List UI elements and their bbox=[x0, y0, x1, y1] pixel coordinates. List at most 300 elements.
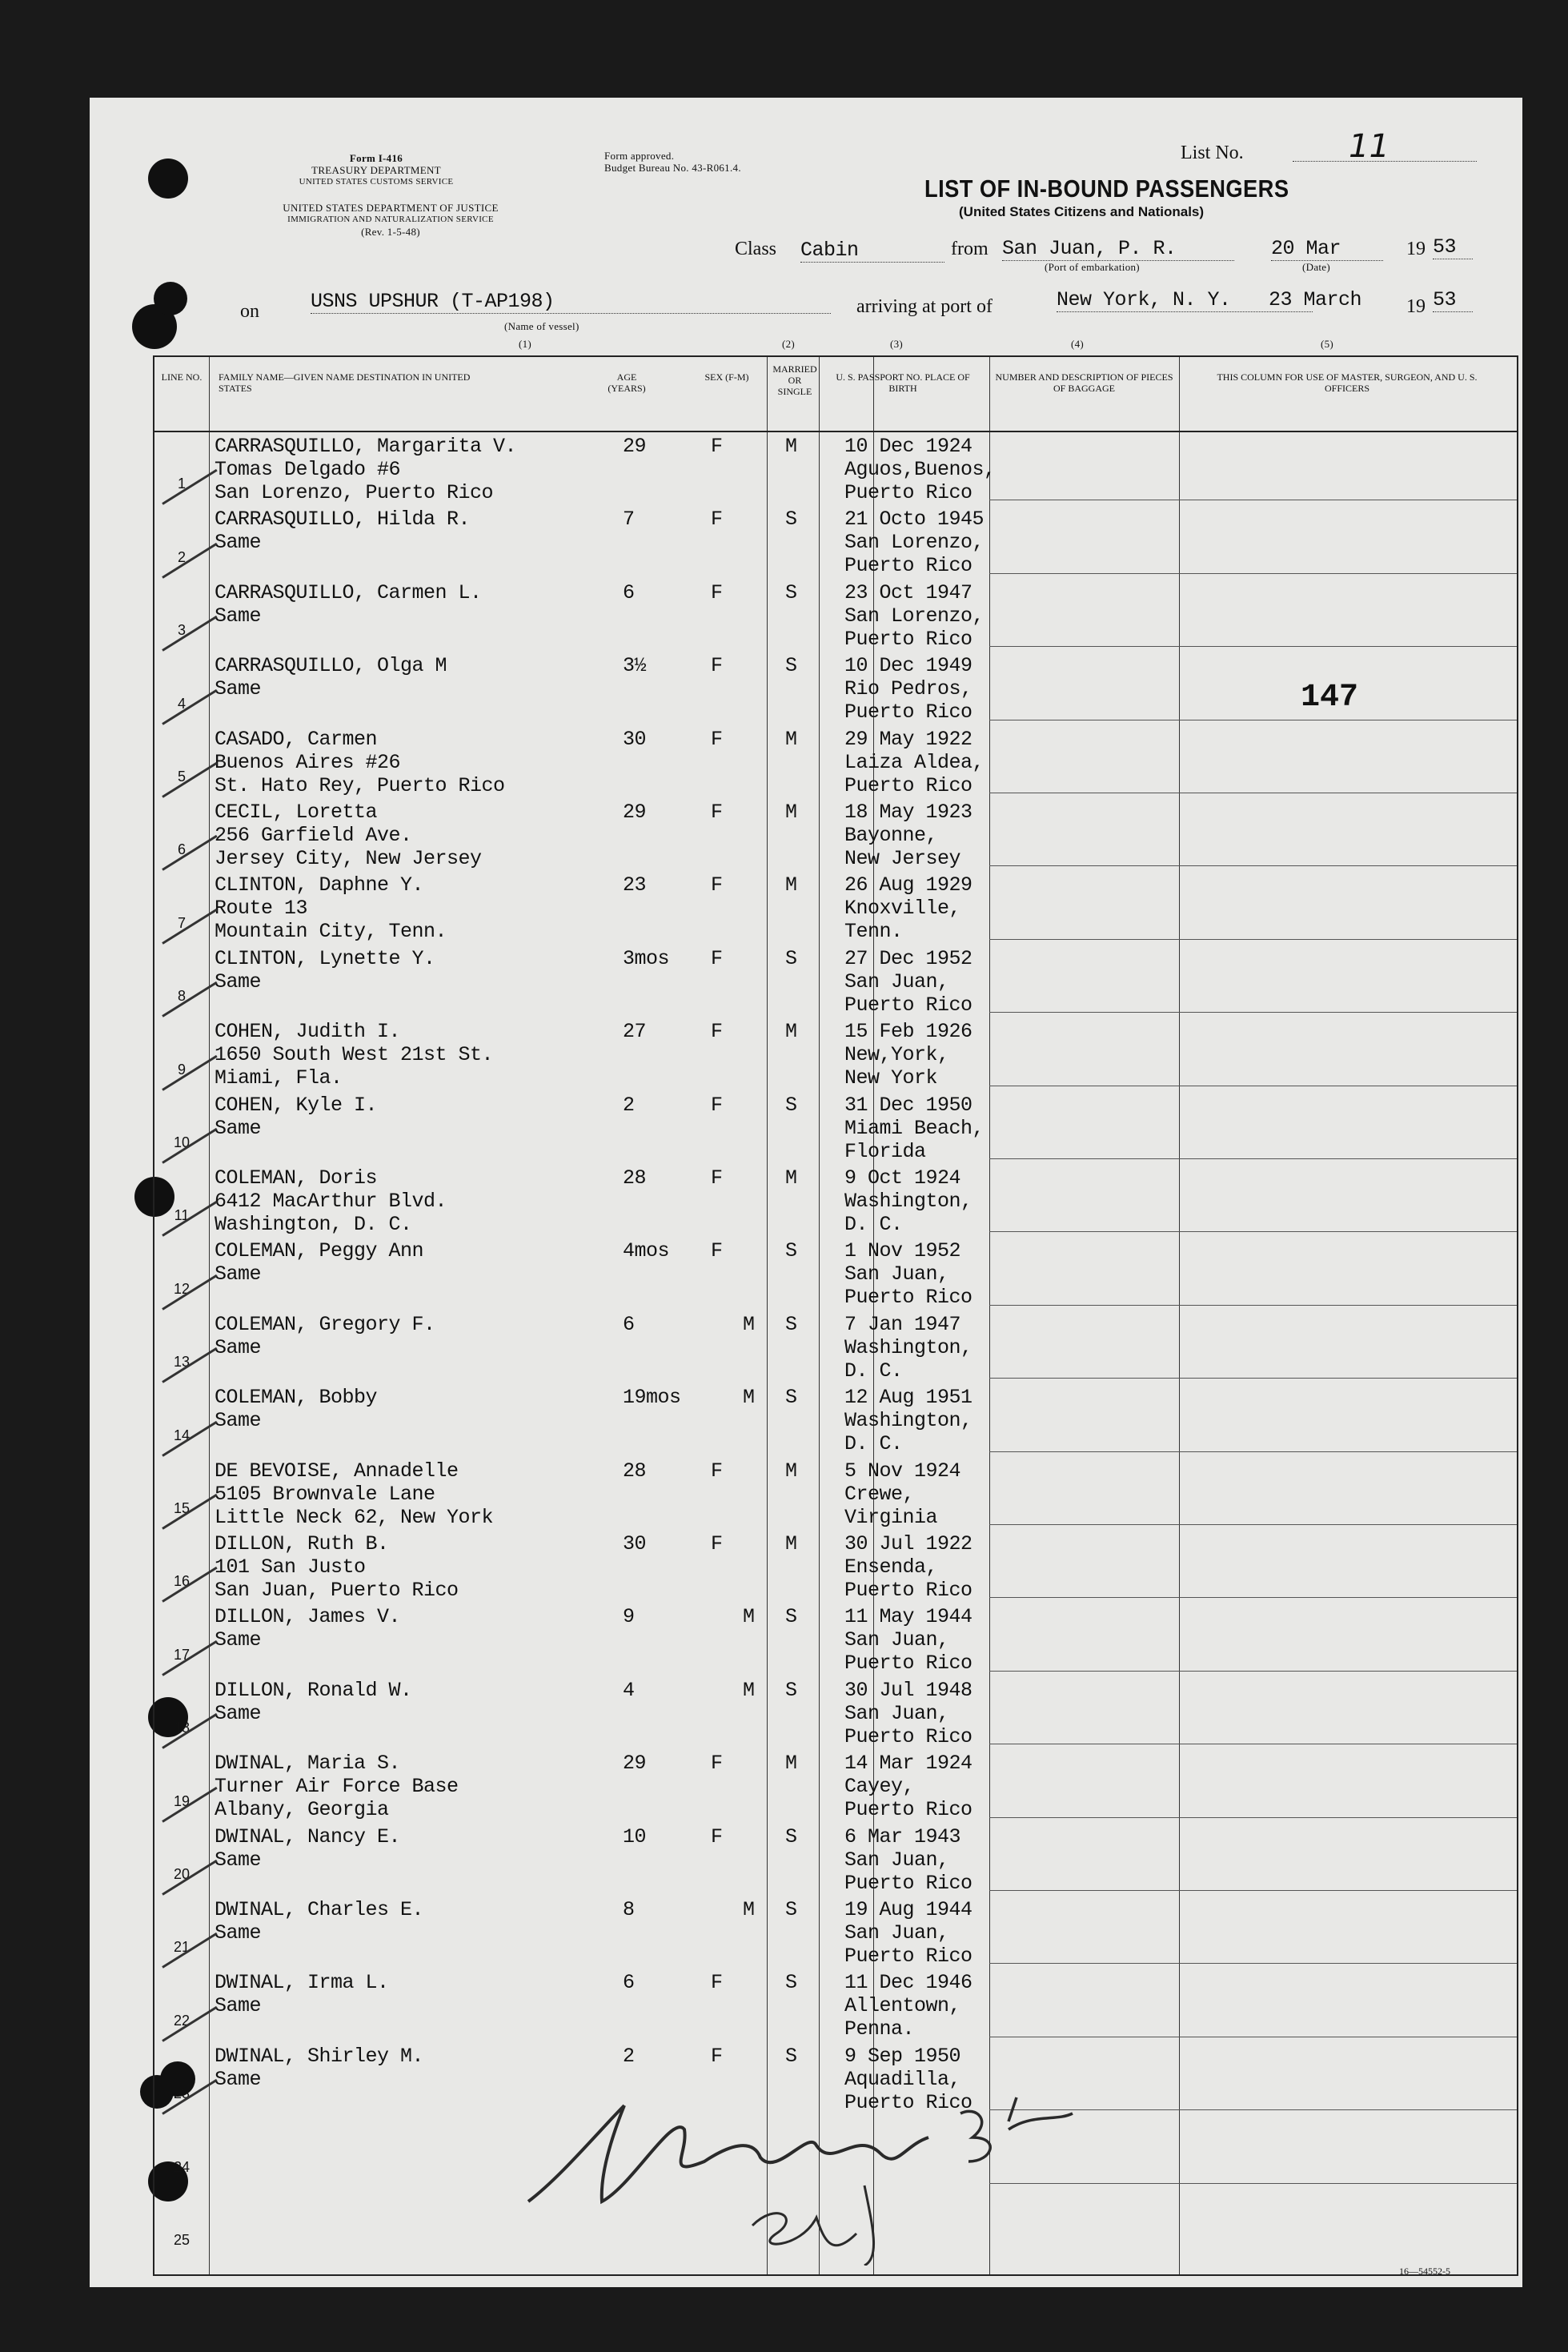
destination-line: Buenos Aires #26 bbox=[215, 750, 401, 774]
passenger-name: CARRASQUILLO, Margarita V. bbox=[215, 435, 517, 458]
birth-place-line: San Juan, bbox=[844, 1701, 949, 1725]
birth-place-line: Puerto Rico bbox=[844, 1798, 972, 1822]
table-row bbox=[154, 1311, 1517, 1384]
birth-date-place bbox=[844, 581, 984, 651]
treasury-dept: TREASURY DEPARTMENT bbox=[311, 164, 441, 176]
birth-date-place bbox=[844, 1971, 972, 2041]
birth-place-line: Puerto Rico bbox=[844, 993, 972, 1017]
destination-line: Little Neck 62, New York bbox=[215, 1505, 494, 1529]
year-from-prefix: 19 bbox=[1406, 239, 1426, 259]
form-agency-block bbox=[240, 152, 512, 188]
passenger-name-destination bbox=[215, 1386, 377, 1432]
destination-line: Same bbox=[215, 1848, 262, 1872]
line-number: 19 bbox=[173, 1792, 190, 1809]
table-row bbox=[154, 1603, 1517, 1676]
sex: M bbox=[743, 1898, 755, 1921]
birth-place-line: Crewe, bbox=[844, 1482, 915, 1506]
destination-line: Route 13 bbox=[215, 897, 308, 921]
destination-line: 6412 MacArthur Blvd. bbox=[215, 1190, 447, 1213]
birth-place-line: Bayonne, bbox=[844, 824, 938, 847]
marital-status: M bbox=[785, 1166, 797, 1190]
passenger-name: DWINAL, Maria S. bbox=[215, 1752, 401, 1776]
birth-date-place bbox=[844, 873, 972, 943]
birth-place-line: Rio Pedros, bbox=[844, 677, 972, 701]
line-number: 17 bbox=[173, 1646, 190, 1663]
line-number: 10 bbox=[173, 1134, 190, 1150]
birth-date: 7 Jan 1947 bbox=[844, 1312, 961, 1336]
birth-place-line: San Lorenzo, bbox=[844, 531, 985, 555]
sex: F bbox=[711, 1093, 723, 1117]
list-no-label: List No. bbox=[1181, 142, 1244, 163]
destination-line: Same bbox=[215, 1994, 262, 2018]
line-number: 18 bbox=[173, 1720, 190, 1736]
age: 4mos bbox=[623, 1239, 670, 1263]
line-number: 4 bbox=[177, 695, 186, 712]
marital-status: S bbox=[785, 654, 797, 678]
sex: F bbox=[711, 801, 723, 824]
birth-place-line: Puerto Rico bbox=[844, 773, 972, 797]
birth-place-line: Puerto Rico bbox=[844, 700, 972, 724]
passenger-name: DWINAL, Charles E. bbox=[215, 1898, 424, 1921]
row-divider bbox=[989, 1890, 1517, 1891]
marital-status: S bbox=[785, 1898, 797, 1921]
destination-line: Same bbox=[215, 1628, 262, 1652]
birth-date-place bbox=[844, 1532, 972, 1602]
line-number: 15 bbox=[173, 1499, 190, 1516]
line-number: 7 bbox=[177, 914, 186, 931]
marital-status: S bbox=[785, 508, 797, 532]
age: 6 bbox=[623, 1971, 635, 1995]
passenger-name-destination bbox=[215, 1313, 435, 1359]
arrival-date: 23 March bbox=[1269, 288, 1362, 311]
passenger-name-destination bbox=[215, 581, 482, 628]
marital-status: S bbox=[785, 1605, 797, 1629]
passenger-name: DILLON, Ronald W. bbox=[215, 1678, 412, 1702]
birth-date-place bbox=[844, 1386, 972, 1455]
line-number: 14 bbox=[173, 1427, 190, 1443]
birth-date: 5 Nov 1924 bbox=[844, 1459, 961, 1483]
sex: F bbox=[711, 873, 723, 897]
birth-date: 9 Oct 1924 bbox=[844, 1166, 961, 1190]
row-divider bbox=[989, 1378, 1517, 1379]
marital-status: M bbox=[785, 1752, 797, 1776]
table-row bbox=[154, 1384, 1517, 1457]
table-row bbox=[154, 433, 1517, 506]
marital-status: S bbox=[785, 1386, 797, 1410]
passenger-name-destination bbox=[215, 801, 482, 870]
row-divider bbox=[989, 1158, 1517, 1159]
passenger-name: CLINTON, Lynette Y. bbox=[215, 946, 435, 970]
vessel-name: USNS UPSHUR (T-AP198) bbox=[311, 290, 831, 314]
birth-date-place bbox=[844, 1898, 972, 1968]
line-number: 13 bbox=[173, 1354, 190, 1371]
birth-place-line: New Jersey bbox=[844, 847, 961, 870]
marital-status: S bbox=[785, 1093, 797, 1117]
row-divider bbox=[989, 865, 1517, 866]
destination-line: 256 Garfield Ave. bbox=[215, 824, 412, 847]
table-row bbox=[154, 506, 1517, 579]
destination-line: St. Hato Rey, Puerto Rico bbox=[215, 773, 505, 797]
head-baggage: NUMBER AND DESCRIPTION OF PIECES OF BAGGAGE bbox=[995, 371, 1173, 394]
birth-date-place bbox=[844, 1166, 972, 1236]
passenger-name-destination bbox=[215, 1020, 493, 1090]
birth-date-place bbox=[844, 1752, 972, 1821]
marital-status: S bbox=[785, 1678, 797, 1702]
marital-status: M bbox=[785, 435, 797, 458]
list-no-value: 11 bbox=[1293, 128, 1477, 162]
destination-line: Same bbox=[215, 1116, 262, 1140]
from-label: from bbox=[951, 239, 989, 259]
birth-place-line: San Juan, bbox=[844, 969, 949, 993]
birth-date-place bbox=[844, 1313, 972, 1383]
destination-line: San Lorenzo, Puerto Rico bbox=[215, 481, 494, 504]
age: 29 bbox=[623, 1752, 647, 1776]
passenger-name-destination bbox=[215, 947, 435, 993]
marital-status: M bbox=[785, 1532, 797, 1555]
birth-place-line: Puerto Rico bbox=[844, 1652, 972, 1676]
table-row bbox=[154, 1824, 1517, 1896]
birth-date: 23 Oct 1947 bbox=[844, 580, 972, 604]
row-divider bbox=[989, 1671, 1517, 1672]
passenger-name-destination bbox=[215, 1094, 377, 1140]
table-row bbox=[154, 1969, 1517, 2042]
sex: F bbox=[711, 1166, 723, 1190]
birth-place-line: Virginia bbox=[844, 1505, 938, 1529]
table-row bbox=[154, 945, 1517, 1018]
table-row bbox=[154, 726, 1517, 799]
col-num-3: (3) bbox=[890, 338, 904, 350]
birth-date: 11 May 1944 bbox=[844, 1605, 972, 1629]
line-number: 5 bbox=[177, 768, 186, 785]
marital-status: S bbox=[785, 1312, 797, 1336]
sex: M bbox=[743, 1386, 755, 1410]
page-subtitle: (United States Citizens and Nationals) bbox=[959, 204, 1205, 219]
passenger-name: COLEMAN, Doris bbox=[215, 1166, 378, 1190]
line-number: 12 bbox=[173, 1280, 190, 1297]
birth-place-line: Laiza Aldea, bbox=[844, 750, 985, 774]
destination-line: Same bbox=[215, 677, 262, 701]
destination-line: 101 San Justo bbox=[215, 1555, 366, 1579]
row-divider bbox=[989, 646, 1517, 647]
birth-place-line: Puerto Rico bbox=[844, 1724, 972, 1748]
row-divider bbox=[989, 1451, 1517, 1452]
passenger-name-destination bbox=[215, 1605, 400, 1652]
table-row bbox=[154, 1092, 1517, 1165]
birth-place-line: D. C. bbox=[844, 1432, 903, 1456]
birth-place-line: Knoxville, bbox=[844, 897, 961, 921]
form-number: Form I-416 bbox=[349, 152, 403, 164]
table-row bbox=[154, 1238, 1517, 1310]
birth-place-line: Miami Beach, bbox=[844, 1116, 985, 1140]
table-row bbox=[154, 1750, 1517, 1823]
age: 2 bbox=[623, 1093, 635, 1117]
marital-status: S bbox=[785, 580, 797, 604]
head-sex: SEX (F-M) bbox=[704, 371, 749, 383]
sex: F bbox=[711, 1752, 723, 1776]
birth-date: 14 Mar 1924 bbox=[844, 1752, 972, 1776]
binder-hole bbox=[154, 282, 187, 315]
passenger-name-destination bbox=[215, 728, 505, 797]
age: 3mos bbox=[623, 946, 670, 970]
approval-block bbox=[604, 150, 741, 174]
birth-place-line: New,York, bbox=[844, 1043, 949, 1067]
destination-line: Turner Air Force Base bbox=[215, 1775, 459, 1799]
birth-place-line: Puerto Rico bbox=[844, 1286, 972, 1310]
age: 19mos bbox=[623, 1386, 681, 1410]
officer-count: 147 bbox=[1301, 680, 1359, 716]
col-num-2: (2) bbox=[782, 338, 796, 350]
sex: F bbox=[711, 435, 723, 458]
birth-place-line: New York bbox=[844, 1066, 938, 1090]
marital-status: M bbox=[785, 801, 797, 824]
birth-date-place bbox=[844, 1239, 972, 1309]
date-caption: (Date) bbox=[1302, 261, 1330, 273]
line-number: 24 bbox=[173, 2158, 190, 2175]
birth-date: 18 May 1923 bbox=[844, 801, 972, 824]
destination-line: Same bbox=[215, 1701, 262, 1725]
table-row bbox=[154, 1458, 1517, 1531]
age: 29 bbox=[623, 801, 647, 824]
table-row bbox=[154, 580, 1517, 652]
row-divider bbox=[989, 1012, 1517, 1013]
col-num-4: (4) bbox=[1071, 338, 1085, 350]
row-divider bbox=[989, 1305, 1517, 1306]
birth-place-line: D. C. bbox=[844, 1213, 903, 1236]
birth-place-line: Penna. bbox=[844, 2017, 915, 2041]
destination-line: Same bbox=[215, 604, 262, 628]
passenger-name: COLEMAN, Peggy Ann bbox=[215, 1239, 424, 1263]
line-number: 3 bbox=[177, 622, 186, 639]
line-number: 8 bbox=[177, 988, 186, 1005]
table-row bbox=[154, 1018, 1517, 1091]
sex: F bbox=[711, 1971, 723, 1995]
birth-date-place bbox=[844, 1094, 984, 1163]
line-number: 11 bbox=[174, 1207, 190, 1224]
head-name: FAMILY NAME—GIVEN NAME DESTINATION IN UNITED STATES bbox=[219, 371, 471, 394]
line-number: 25 bbox=[173, 2231, 190, 2248]
ins-service: IMMIGRATION AND NATURALIZATION SERVICE bbox=[287, 215, 494, 224]
birth-date: 31 Dec 1950 bbox=[844, 1093, 972, 1117]
justice-block bbox=[239, 202, 543, 238]
birth-date-place bbox=[844, 1459, 960, 1529]
birth-place-line: San Lorenzo, bbox=[844, 604, 985, 628]
birth-date: 11 Dec 1946 bbox=[844, 1971, 972, 1995]
birth-date: 19 Aug 1944 bbox=[844, 1898, 972, 1921]
birth-date: 12 Aug 1951 bbox=[844, 1386, 972, 1410]
destination-line: Tomas Delgado #6 bbox=[215, 458, 401, 481]
sex: F bbox=[711, 580, 723, 604]
on-label: on bbox=[240, 301, 259, 322]
col-num-1: (1) bbox=[519, 338, 532, 350]
table-row bbox=[154, 1677, 1517, 1750]
birth-date-place bbox=[844, 508, 984, 577]
row-divider bbox=[989, 573, 1517, 574]
age: 6 bbox=[623, 1312, 635, 1336]
birth-date-place bbox=[844, 435, 996, 504]
line-number: 6 bbox=[177, 841, 186, 858]
passenger-name-destination bbox=[215, 1166, 447, 1236]
form-approved: Form approved. bbox=[604, 150, 675, 162]
age: 30 bbox=[623, 1532, 647, 1555]
justice-dept: UNITED STATES DEPARTMENT OF JUSTICE bbox=[283, 202, 499, 214]
marital-status: M bbox=[785, 1020, 797, 1044]
birth-date: 30 Jul 1922 bbox=[844, 1532, 972, 1555]
birth-date: 10 Dec 1924 bbox=[844, 435, 972, 458]
passenger-name: DWINAL, Nancy E. bbox=[215, 1824, 401, 1848]
birth-date: 15 Feb 1926 bbox=[844, 1020, 972, 1044]
line-number: 20 bbox=[173, 1865, 190, 1882]
destination-line: Same bbox=[215, 531, 262, 555]
passenger-name: DE BEVOISE, Annadelle bbox=[215, 1459, 459, 1483]
binder-hole bbox=[148, 159, 188, 199]
birth-place-line: Puerto Rico bbox=[844, 2090, 972, 2114]
age: 8 bbox=[623, 1898, 635, 1921]
birth-place-line: Cayey, bbox=[844, 1775, 915, 1799]
age: 27 bbox=[623, 1020, 647, 1044]
sex: F bbox=[711, 508, 723, 532]
sex: F bbox=[711, 1532, 723, 1555]
birth-place-line: Puerto Rico bbox=[844, 1871, 972, 1895]
destination-line: Same bbox=[215, 969, 262, 993]
port-embark-caption: (Port of embarkation) bbox=[1045, 261, 1140, 273]
birth-place-line: Washington, bbox=[844, 1190, 972, 1213]
birth-place-line: Washington, bbox=[844, 1335, 972, 1359]
passenger-name-destination bbox=[215, 1898, 423, 1945]
birth-place-line: Florida bbox=[844, 1139, 926, 1163]
line-number: 9 bbox=[177, 1061, 186, 1078]
page-title: LIST OF IN-BOUND PASSENGERS bbox=[924, 175, 1289, 203]
table-row bbox=[154, 1531, 1517, 1603]
row-divider bbox=[989, 1963, 1517, 1964]
birth-date: 10 Dec 1949 bbox=[844, 654, 972, 678]
birth-date: 27 Dec 1952 bbox=[844, 946, 972, 970]
passenger-name: DWINAL, Irma L. bbox=[215, 1971, 389, 1995]
passenger-name-destination bbox=[215, 1532, 459, 1602]
passenger-name: COHEN, Kyle I. bbox=[215, 1093, 378, 1117]
sex: F bbox=[711, 2044, 723, 2068]
table-row bbox=[154, 799, 1517, 872]
sex: F bbox=[711, 1020, 723, 1044]
arrival-port: New York, N. Y. bbox=[1057, 288, 1313, 312]
vessel-caption: (Name of vessel) bbox=[504, 320, 579, 332]
passenger-name: COLEMAN, Bobby bbox=[215, 1386, 378, 1410]
sex: M bbox=[743, 1678, 755, 1702]
passenger-name: CARRASQUILLO, Carmen L. bbox=[215, 580, 482, 604]
birth-date: 9 Sep 1950 bbox=[844, 2044, 961, 2068]
marital-status: S bbox=[785, 2044, 797, 2068]
passenger-name: COLEMAN, Gregory F. bbox=[215, 1312, 435, 1336]
destination-line: Same bbox=[215, 1262, 262, 1286]
passenger-name: COHEN, Judith I. bbox=[215, 1020, 401, 1044]
customs-service: UNITED STATES CUSTOMS SERVICE bbox=[299, 177, 454, 187]
age: 2 bbox=[623, 2044, 635, 2068]
destination-line: 5105 Brownvale Lane bbox=[215, 1482, 435, 1506]
class-label: Class bbox=[735, 239, 777, 259]
destination-line: Same bbox=[215, 2067, 262, 2091]
birth-place-line: Puerto Rico bbox=[844, 1579, 972, 1602]
col-num-5: (5) bbox=[1321, 338, 1334, 350]
marital-status: S bbox=[785, 946, 797, 970]
destination-line: Albany, Georgia bbox=[215, 1798, 389, 1822]
table-row bbox=[154, 872, 1517, 945]
passenger-name: CASADO, Carmen bbox=[215, 727, 378, 751]
sex: M bbox=[743, 1605, 755, 1629]
destination-line: Miami, Fla. bbox=[215, 1066, 343, 1090]
class-value: Cabin bbox=[800, 239, 944, 263]
passenger-name-destination bbox=[215, 1239, 423, 1286]
passenger-name: DILLON, James V. bbox=[215, 1605, 401, 1629]
birth-date-place bbox=[844, 1825, 972, 1895]
age: 28 bbox=[623, 1166, 647, 1190]
birth-place-line: Puerto Rico bbox=[844, 481, 972, 504]
sex: F bbox=[711, 654, 723, 678]
head-married: MARRIED OR SINGLE bbox=[772, 363, 817, 397]
sex: F bbox=[711, 1239, 723, 1263]
birth-place-line: Puerto Rico bbox=[844, 554, 972, 578]
passenger-name: CLINTON, Daphne Y. bbox=[215, 873, 424, 897]
footer-code: 16—54552-5 bbox=[1399, 2266, 1450, 2277]
age: 28 bbox=[623, 1459, 647, 1483]
birth-place-line: Puerto Rico bbox=[844, 1945, 972, 1968]
passenger-name-destination bbox=[215, 1459, 493, 1529]
table-row bbox=[154, 1896, 1517, 1969]
birth-place-line: San Juan, bbox=[844, 1848, 949, 1872]
budget-bureau: Budget Bureau No. 43-R061.4. bbox=[604, 162, 741, 174]
birth-date-place bbox=[844, 654, 972, 724]
row-divider bbox=[989, 1524, 1517, 1525]
row-divider bbox=[989, 939, 1517, 940]
sex: M bbox=[743, 1312, 755, 1336]
line-number: 21 bbox=[173, 1939, 190, 1956]
age: 6 bbox=[623, 580, 635, 604]
birth-date: 6 Mar 1943 bbox=[844, 1824, 961, 1848]
row-divider bbox=[989, 1231, 1517, 1232]
birth-date-place bbox=[844, 801, 972, 870]
passenger-name-destination bbox=[215, 1971, 389, 2017]
birth-date-place bbox=[844, 1605, 972, 1675]
handwritten-signature bbox=[512, 2081, 1121, 2266]
birth-place-line: Puerto Rico bbox=[844, 627, 972, 651]
age: 4 bbox=[623, 1678, 635, 1702]
destination-line: Same bbox=[215, 1409, 262, 1433]
birth-date-place bbox=[844, 728, 984, 797]
head-line-no: LINE NO. bbox=[161, 371, 203, 383]
passenger-name-destination bbox=[215, 1825, 400, 1872]
age: 30 bbox=[623, 727, 647, 751]
birth-date: 1 Nov 1952 bbox=[844, 1239, 961, 1263]
birth-place-line: Washington, bbox=[844, 1409, 972, 1433]
arriving-label: arriving at port of bbox=[856, 296, 993, 317]
head-officers: THIS COLUMN FOR USE OF MASTER, SURGEON, AND U. S. OFFICERS bbox=[1217, 371, 1478, 394]
head-passport: U. S. PASSPORT NO. PLACE OF BIRTH bbox=[836, 371, 970, 394]
passenger-name: CARRASQUILLO, Olga M bbox=[215, 654, 447, 678]
marital-status: M bbox=[785, 1459, 797, 1483]
age: 9 bbox=[623, 1605, 635, 1629]
destination-line: 1650 South West 21st St. bbox=[215, 1043, 494, 1067]
passenger-name-destination bbox=[215, 435, 516, 504]
destination-line: San Juan, Puerto Rico bbox=[215, 1579, 459, 1602]
birth-date-place bbox=[844, 1020, 972, 1090]
birth-place-line: San Juan, bbox=[844, 1628, 949, 1652]
sex: F bbox=[711, 1459, 723, 1483]
marital-status: S bbox=[785, 1239, 797, 1263]
form-revision: (Rev. 1-5-48) bbox=[361, 226, 420, 238]
age: 10 bbox=[623, 1824, 647, 1848]
marital-status: M bbox=[785, 873, 797, 897]
row-divider bbox=[989, 1597, 1517, 1598]
line-number: 1 bbox=[177, 476, 186, 492]
birth-place-line: Aquadilla, bbox=[844, 2067, 961, 2091]
